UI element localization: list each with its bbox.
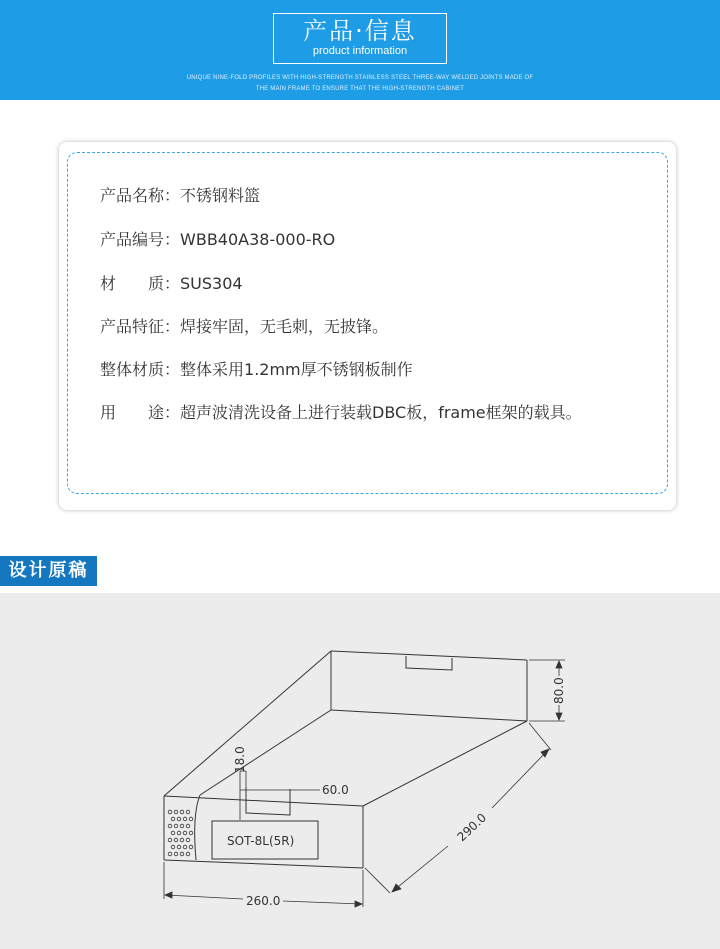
banner-description-line-2: THE MAIN FRAME TO ENSURE THAT THE HIGH-STRENGTH CABINET [255, 86, 465, 92]
info-label: 材 质： [100, 274, 181, 293]
dimension-lines [164, 660, 565, 907]
info-label: 产品特征： [100, 317, 181, 336]
perforation-holes [168, 810, 193, 856]
dim-depth-label: 290.0 [454, 810, 490, 845]
info-label: 产品编号： [100, 230, 181, 249]
info-value: 焊接牢固，无毛刺，无披锋。 [180, 317, 389, 336]
banner-description-line-1: UNIQUE NINE-FOLD PROFILES WITH HIGH-STRENGTH STAINLESS STEEL THREE-WAY WELDED JOINTS MADE OF [186, 75, 534, 81]
info-value: 整体采用1.2mm厚不锈钢板制作 [180, 360, 413, 379]
info-value: 超声波清洗设备上进行装载DBC板，frame框架的载具。 [180, 403, 582, 422]
info-label: 用 途： [100, 403, 181, 422]
info-value: 不锈钢料篮 [180, 186, 261, 205]
banner-title: 产品·信息 [303, 17, 417, 45]
dim-height-label: 80.0 [552, 677, 566, 704]
dim-slot-height-label: 18.0 [233, 746, 247, 773]
design-draft-heading: 设计原稿 [0, 556, 97, 586]
info-label: 整体材质： [100, 360, 181, 379]
banner-subtitle: product information [312, 45, 408, 57]
dimension-labels [227, 677, 566, 908]
info-value: WBB40A38-000-RO [180, 230, 336, 249]
info-label: 产品名称： [100, 186, 181, 205]
dim-width-label: 260.0 [246, 894, 281, 908]
info-value: SUS304 [180, 274, 243, 293]
dim-slot-width-label: 60.0 [322, 783, 349, 797]
part-label-text: SOT-8L(5R) [227, 834, 295, 848]
